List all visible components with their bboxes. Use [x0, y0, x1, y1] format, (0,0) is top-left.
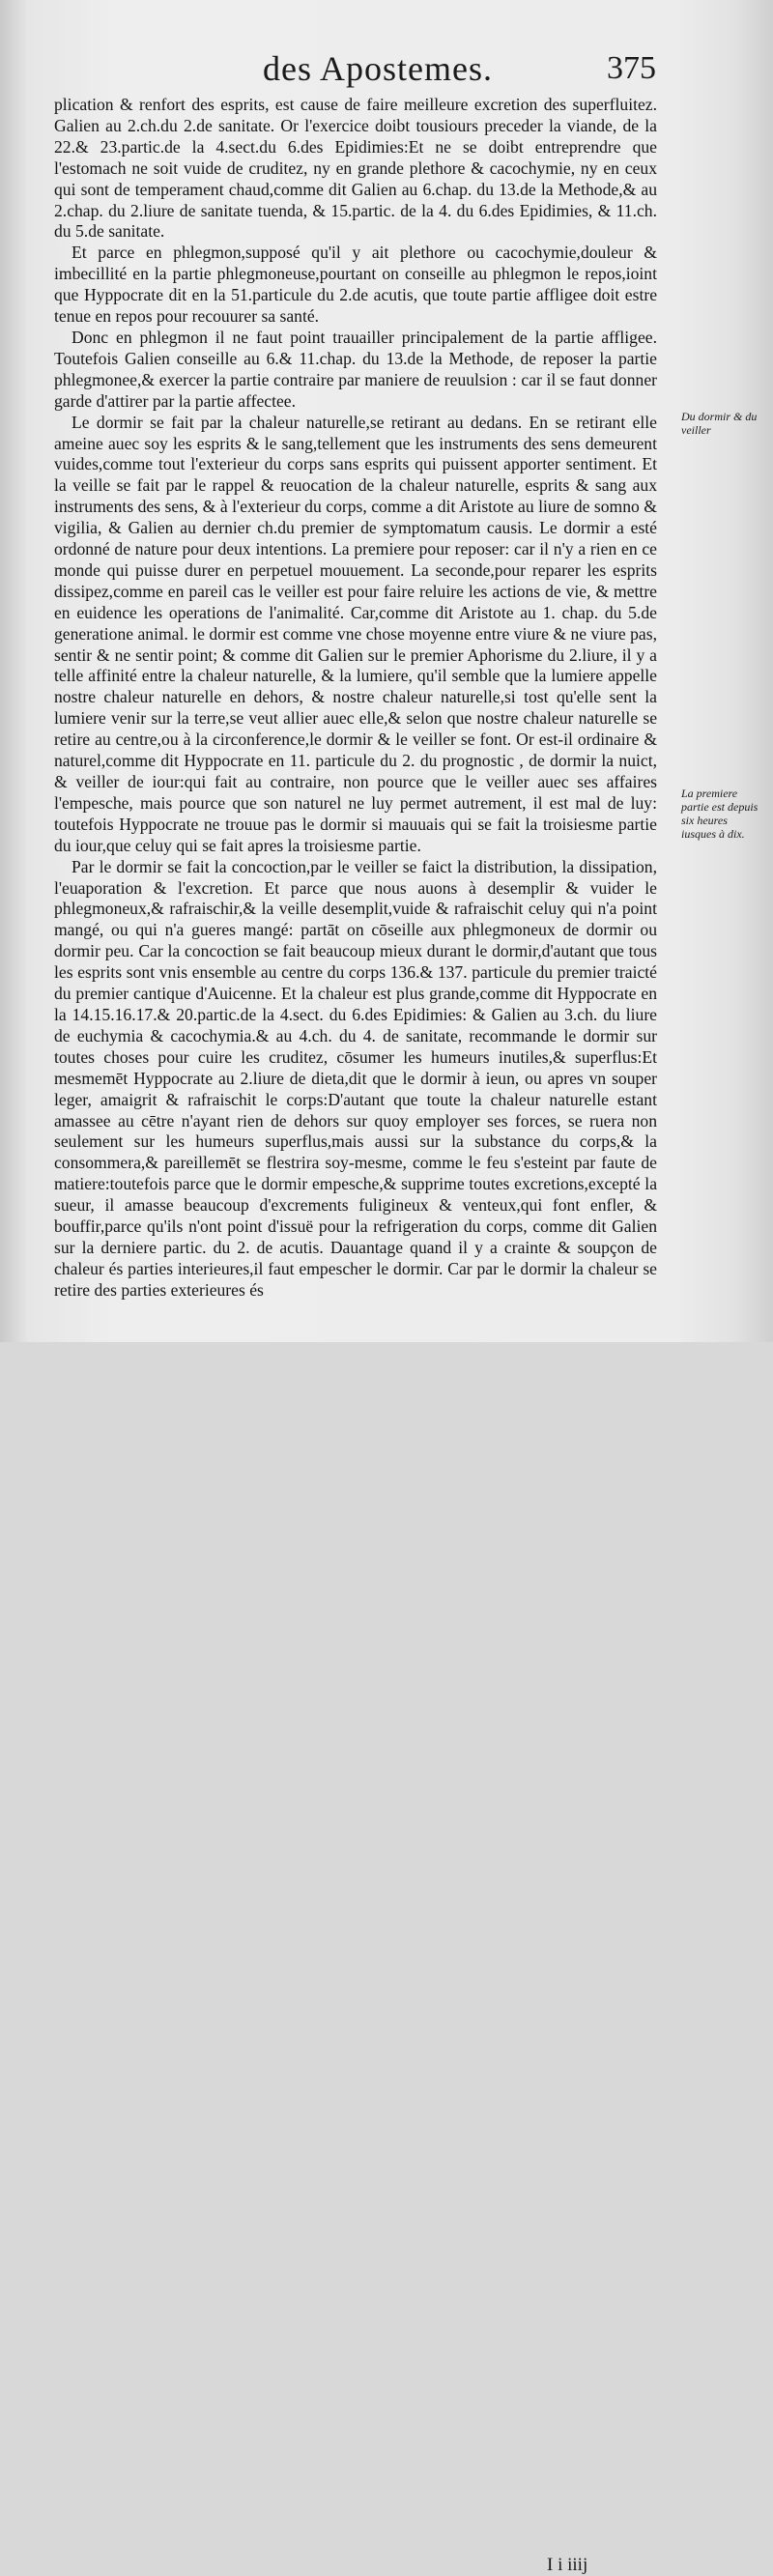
paragraph: plication & renfort des esprits, est cause de faire meilleure excretion des superfluitez. Galien au 2.ch.du 2.de sanitate. Or l'exercice doibt tousiours preceder la viande, de la 22.& 23.partic.de la 4.sect.du 6.des Epidimies:Et ne se doibt entreprendre que l'estomach ne soit vuide de cruditez, ny en grande plethore & cacochymie, ny en ceux qui sont de temperament chaud,comme dit Galien au 6.chap. du 13.de la Methode,& au 2.chap. du 2.liure de sanitate tuenda, & 15.partic. de la 4. du 6.des Epidimies, & 11.ch. du 5.de sanitate. [54, 95, 657, 242]
margin-note-dormir: Du dormir & du veiller [681, 410, 758, 437]
paragraph: Et parce en phlegmon,supposé qu'il y ait plethore ou cacochymie,douleur & imbecillité en la partie phlegmoneuse,pourtant on conseille au phlegmon le repos,ioint que Hyppocrate dit en la 51.particule du 2.de acutis, que toute partie affligee doit estre tenue en repos pour recouurer sa santé. [54, 243, 657, 327]
running-title: des Apostemes. [263, 49, 493, 88]
paragraph: Donc en phlegmon il ne faut point trauailler principalement de la partie affligee. Toutefois Galien conseille au 6.& 11.chap. du 13.de la Methode, de reposer la partie phlegmonee,& exercer la partie contraire par maniere de reuulsion : car il se faut donner garde d'attirer par la partie affectee. [54, 327, 657, 411]
margin-note-premiere-partie: La premiere partie est depuis six heures iusques à dix. [681, 787, 759, 841]
page-number: 375 [607, 50, 656, 86]
signature-mark: I i iiij [547, 2555, 588, 2575]
paragraph: Le dormir se fait par la chaleur naturelle,se retirant au dedans. En se retirant elle ameine auec soy les esprits & le sang,tellement que les instruments des sens demeurent vuides,comme tout l'exterieur du corps sans esprits qui puissent apporter sentiment. Et la veille se fait par le rappel & reuocation de la chaleur naturelle, esprits & sang aux instruments des sens, & à l'exterieur du corps, comme a dit Aristote au liure de somno & vigilia, & Galien au dernier ch.du premier de symptomatum causis. Le dormir a esté ordonné de nature pour deux intentions. La premiere pour reposer: car il n'y a rien en ce monde qui puisse durer en perpetuel mouuement. La seconde,pour reparer les esprits dissipez,comme en pareil cas le veiller est pour faire reluire les actions de vie, & mettre en euidence les operations de l'animalité. Car,comme dit Aristote au 1. chap. du 5.de generatione animal. le dormir est comme vne chose moyenne entre viure & ne viure pas, sentir & ne sentir point; & comme dit Galien sur le premier Aphorisme du 2.liure, il y a telle affinité entre la chaleur naturelle, & la lumiere, qu'il semble que la lumiere appelle nostre chaleur naturelle en dehors, & nostre chaleur naturelle,si tost qu'elle sent la lumiere venir sur la terre,se veut allier auec elle,& selon que nostre chaleur naturelle se retire au centre,ou à la circonference,le dormir & le veiller se font. Or est-il ordinaire & naturel,comme dit Hyppocrate en 11. particule du 2. du prognostic , de dormir la nuict, & veiller de iour:qui fait au contraire, non pource que le veiller auec ses affaires l'empesche, mais pource que son naturel ne luy permet autrement, il est mal de luy: toutefois Hyppocrate ne trouue pas le dormir si mauuais qui se fait la troisiesme partie du iour,que celuy qui se fait apres la troisiesme partie. [54, 412, 657, 855]
page-footer [0, 1274, 773, 2575]
main-text-column [54, 95, 657, 1302]
paragraph: Par le dormir se fait la concoction,par le veiller se faict la distribution, la dissipation, l'euaporation & l'excretion. Et parce que nous auons à desemplir & vuider le phlegmoneux,& rafraischir,& la veille desemplit,vuide & rafraischit celuy qui n'a point mangé, ou qui n'a gueres mangé: partāt on cōseille aux phlegmoneux de dormir ou dormir peu. Car la concoction se fait beaucoup mieux durant le dormir,d'autant que tous les esprits sont vnis ensemble au centre du corps 136.& 137. particule du premier traicté du premier cantique d'Auicenne. Et la chaleur est plus grande,comme dit Hyppocrate en la 14.15.16.17.& 20.partic.de la 4.sect. du 6.des Epidimies: & Galien au 3.ch. du liure de euchymia & cacochymia.& au 4.ch. du 4. de sanitate, recommande le dormir sur toutes choses pour cuire les cruditez, cōsumer les humeurs inutiles,& superflus:Et mesmemēt Hyppocrate au 2.liure de dieta,dit que le dormir à ieun, ou apres vn souper leger, amaigrit & rafraischit le corps:D'autant que toute la chaleur naturelle estant amassee au cētre n'ayant rien de dehors sur quoy employer ses forces, se ruera non seulement sur les humeurs superflus,mais aussi sur la substance du corps,& la consommera,& pareillemēt se flestrira soy-mesme, comme le feu s'esteint par faute de matiere:toutefois parce que le dormir empesche,& supprime toutes excretions,excepté la sueur, il amasse beaucoup d'excrements fuligineux & venteux,qui font enfler, & bouffir,parce qu'ils n'ont point d'issuë pour la refrigeration du corps, comme dit Galien sur la derniere partic. du 2. de acutis. Dauantage quand il y a crainte & soupçon de chaleur és parties interieures,il faut empescher le dormir. Car par le dormir la chaleur se retire des parties exterieures és [54, 856, 657, 1300]
page-header [0, 48, 773, 95]
